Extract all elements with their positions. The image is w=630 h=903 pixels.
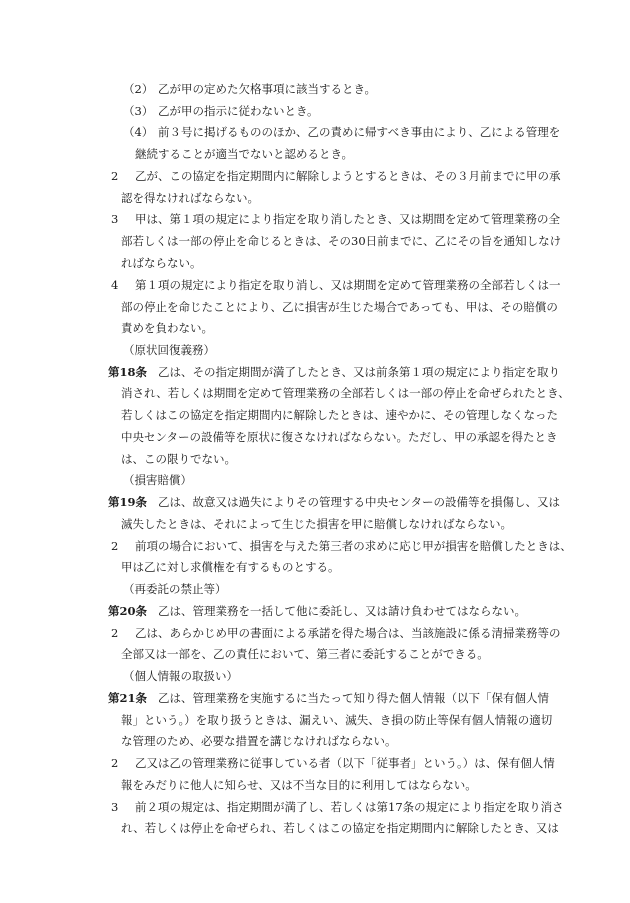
- article-number: 第19条: [108, 495, 148, 509]
- item-marker: （3）: [123, 104, 154, 118]
- article-text: 乙は、管理業務を一括して他に委託し、又は請け負わせてはならない。: [158, 604, 526, 618]
- article-text-continued: 若しくはこの協定を指定期間内に解除したときは、速やかに、その管理しなくなった: [121, 408, 558, 422]
- paragraph-text: 第１項の規定により指定を取り消し、又は期間を定めて管理業務の全部若しくは一: [135, 278, 561, 292]
- article-text-continued: 中央センターの設備等を原状に復さなければならない。ただし、甲の承認を得たとき: [121, 430, 558, 444]
- item-marker: （2）: [123, 82, 154, 96]
- article-text-continued: 報」という。）を取り扱うときは、漏えい、滅失、き損の防止等保有個人情報の適切: [121, 713, 553, 727]
- paragraph-number: 4: [111, 278, 119, 292]
- paragraph-text: 前２項の規定は、指定期間が満了し、若しくは第17条の規定により指定を取り消さ: [135, 800, 564, 814]
- item-text: 前３号に掲げるもののほか、乙の責めに帰すべき事由により、乙による管理を: [158, 125, 561, 139]
- article-text: 乙は、故意又は過失によりその管理する中央センターの設備等を損傷し、又は: [158, 495, 561, 509]
- paragraph-text-continued: 責めを負わない。: [121, 321, 213, 335]
- item-text: 乙が甲の定めた欠格事項に該当するとき。: [158, 82, 377, 96]
- paragraph-text-continued: 部の停止を命じたことにより、乙に損害が生じた場合であっても、甲は、その賠償の: [121, 300, 558, 314]
- paragraph-text: 乙又は乙の管理業務に従事している者（以下「従事者」という。）は、保有個人情: [135, 756, 555, 770]
- paragraph-text: 甲は、第１項の規定により指定を取り消したとき、又は期間を定めて管理業務の全: [135, 212, 561, 226]
- paragraph-number: 3: [111, 800, 119, 814]
- paragraph-text: 乙が、この協定を指定期間内に解除しようとするときは、その３月前までに甲の承: [135, 169, 561, 183]
- paragraph-text-continued: 報をみだりに他人に知らせ、又は不当な目的に利用してはならない。: [121, 778, 477, 792]
- item-marker: （4）: [123, 125, 154, 139]
- paragraph-number: 2: [111, 756, 119, 770]
- item-text: 乙が甲の指示に従わないとき。: [158, 104, 319, 118]
- article-heading: （損害賠償）: [123, 473, 192, 487]
- article-text: 乙は、その指定期間が満了したとき、又は前条第１項の規定により指定を取り: [158, 365, 561, 379]
- article-number: 第18条: [108, 365, 148, 379]
- article-text-continued: は、この限りでない。: [121, 452, 236, 466]
- article-number: 第20条: [108, 604, 148, 618]
- article-heading: （原状回復義務）: [123, 343, 215, 357]
- article-text-continued: 滅失したときは、それによって生じた損害を甲に賠償しなければならない。: [121, 517, 512, 531]
- paragraph-text-continued: れ、若しくは停止を命ぜられ、若しくはこの協定を指定期間内に解除したとき、又は: [121, 821, 559, 835]
- article-text-continued: な管理のため、必要な措置を講じなければならない。: [121, 734, 397, 748]
- paragraph-number: 3: [111, 212, 119, 226]
- paragraph-text-continued: ればならない。: [121, 256, 202, 270]
- article-number: 第21条: [108, 691, 148, 705]
- paragraph-text-continued: 部若しくは一部の停止を命じるときは、その30日前までに、乙にその旨を通知しなけ: [121, 234, 562, 248]
- paragraph-number: 2: [111, 539, 119, 553]
- paragraph-number: 2: [111, 169, 119, 183]
- paragraph-text-continued: 甲は乙に対し求償権を有するものとする。: [121, 560, 340, 574]
- article-heading: （再委託の禁止等）: [123, 582, 227, 596]
- article-text-continued: 消され、若しくは期間を定めて管理業務の全部若しくは一部の停止を命ぜられたとき、: [121, 386, 570, 400]
- article-text: 乙は、管理業務を実施するに当たって知り得た個人情報（以下「保有個人情: [158, 691, 549, 705]
- paragraph-text-continued: 全部又は一部を、乙の責任において、第三者に委託することができる。: [121, 647, 489, 661]
- paragraph-number: 2: [111, 626, 119, 640]
- article-heading: （個人情報の取扱い）: [123, 669, 238, 683]
- paragraph-text-continued: 認を得なければならない。: [121, 191, 259, 205]
- item-text-continued: 継続することが適当でないと認めるとき。: [135, 147, 354, 161]
- paragraph-text: 前項の場合において、損害を与えた第三者の求めに応じ甲が損害を賠償したときは、: [135, 539, 572, 553]
- paragraph-text: 乙は、あらかじめ甲の書面による承諾を得た場合は、当該施設に係る清掃業務等の: [135, 626, 561, 640]
